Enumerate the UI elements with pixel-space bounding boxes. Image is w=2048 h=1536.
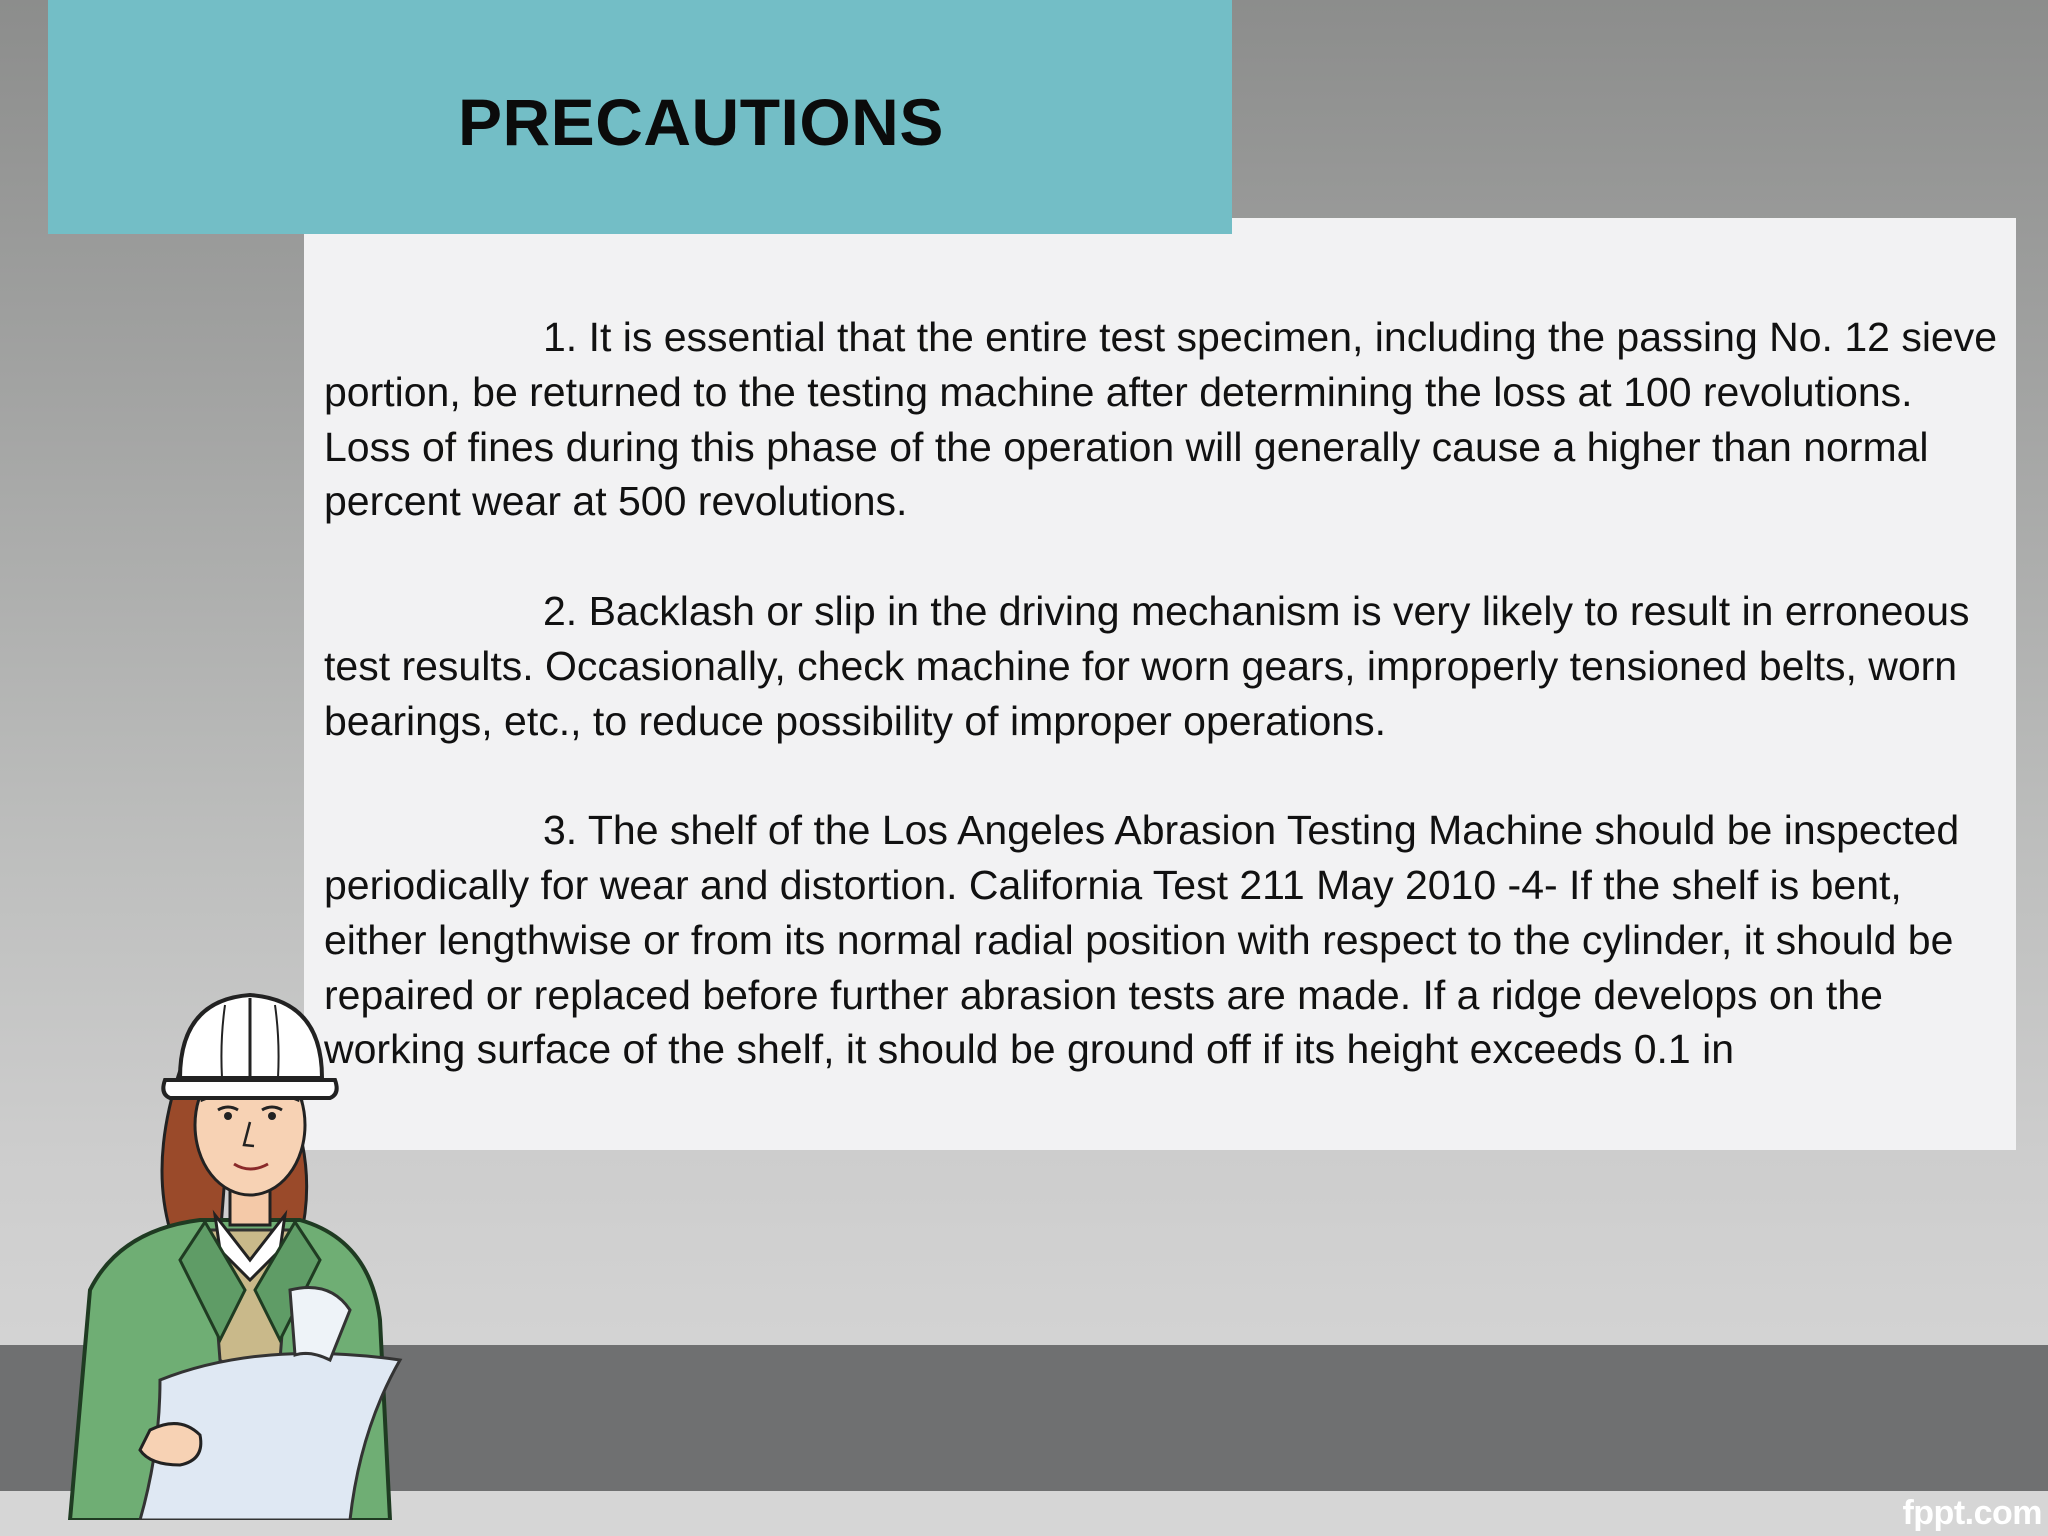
- title-bar: [48, 0, 1232, 234]
- precaution-paragraph-2: 2. Backlash or slip in the driving mechanism is very likely to result in erroneous test results. Occasionally, check machine for worn gears, improperly tensioned belts, worn bearings, etc., to reduce possibility of improper operations.: [324, 587, 1970, 744]
- body-text: [324, 310, 2004, 1077]
- precaution-paragraph-3: 3. The shelf of the Los Angeles Abrasion Testing Machine should be inspected periodically for wear and distortion. California Test 211 May 2010 -4- If the shelf is bent, either lengthwise or from its normal radial position with respect to the cylinder, it should be repaired or replaced before further abrasion tests are made. If a ridge develops on the working surface of the shelf, it should be ground off if its height exceeds 0.1 in: [324, 807, 1960, 1073]
- engineer-woman-icon: [30, 960, 510, 1520]
- footer-brand-logo: fppt.com: [1902, 1494, 2042, 1532]
- slide-title: PRECAUTIONS: [458, 85, 944, 159]
- precaution-paragraph-1: 1. It is essential that the entire test specimen, including the passing No. 12 sieve portion, be returned to the testing machine after determining the loss at 100 revolutions. Loss of fines during this phase of the operation will generally cause a higher than normal percent wear at 500 revolutions.: [324, 314, 1998, 525]
